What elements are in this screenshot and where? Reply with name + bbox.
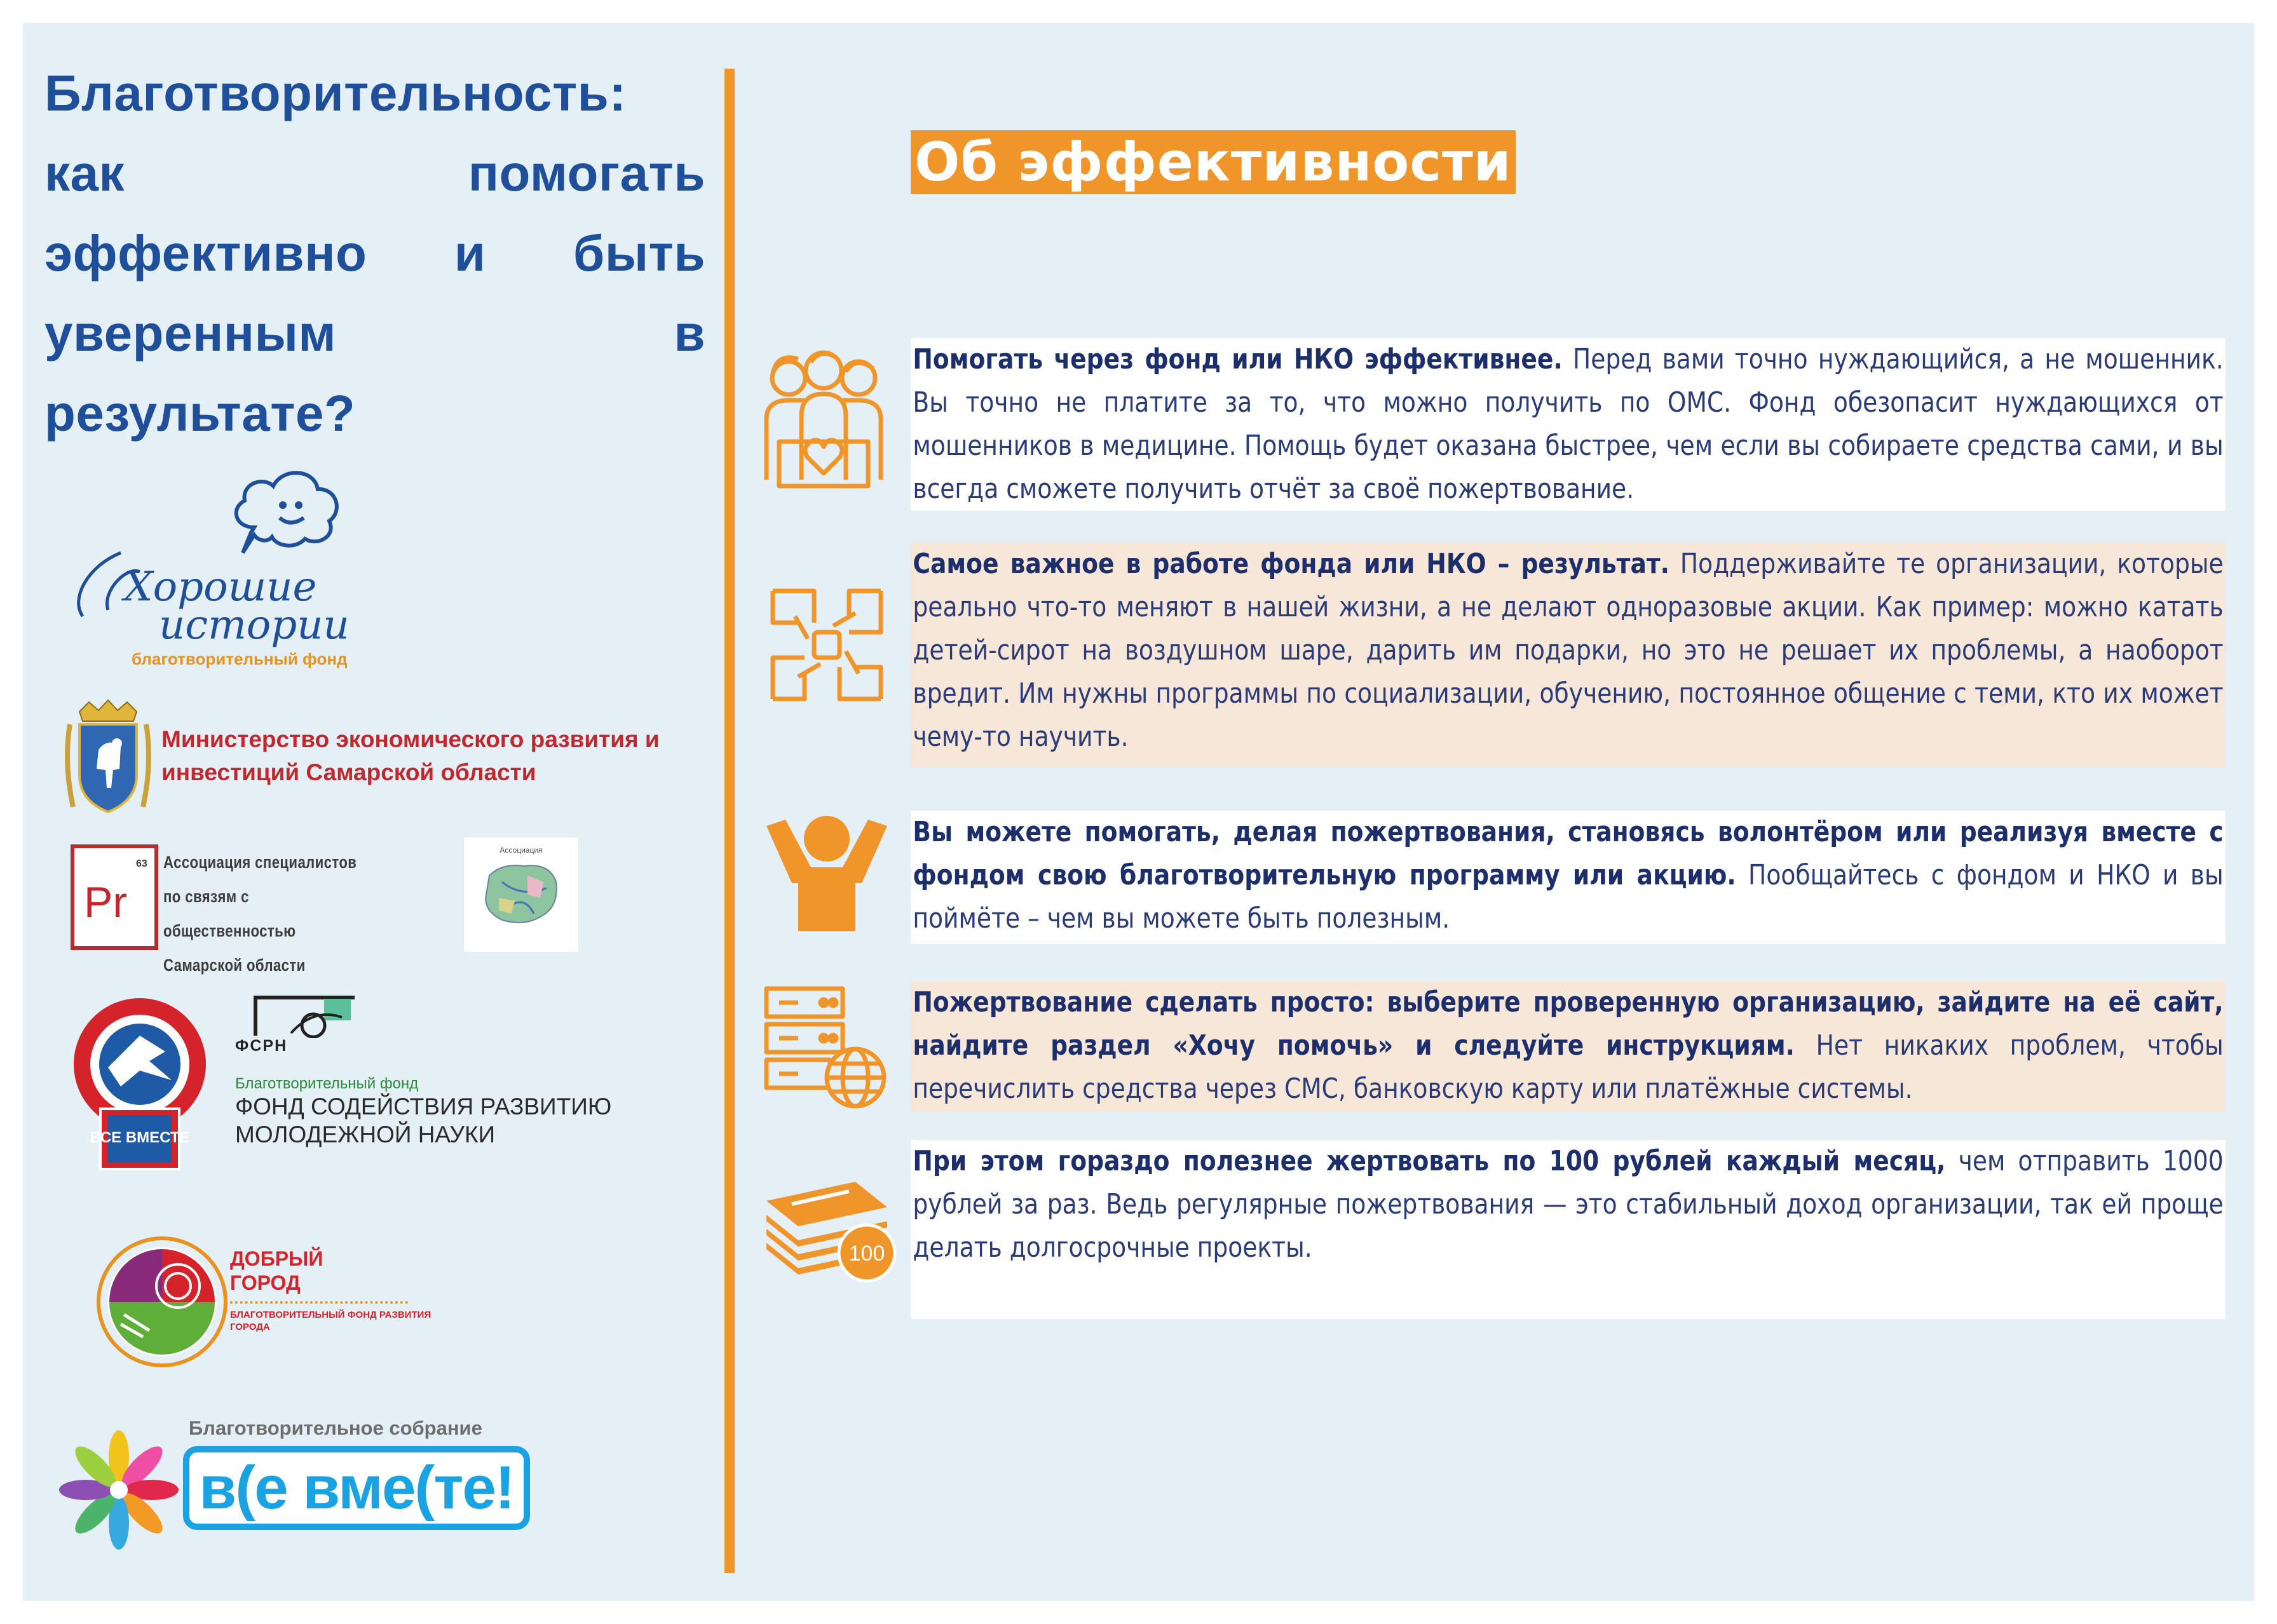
horoshie-caption: благотворительный фонд	[132, 649, 348, 668]
flower-petals-icon	[58, 1430, 179, 1550]
column-divider	[724, 69, 735, 1573]
dobry-gorod-divider	[230, 1301, 408, 1304]
dobry-gorod-sub: БЛАГОТВОРИТЕЛЬНЫЙ ФОНД РАЗВИТИЯ ГОРОДА	[230, 1309, 432, 1332]
item-1-lead: Помогать через фонд или НКО эффективнее.	[913, 343, 1563, 376]
volunteer-icon	[760, 813, 894, 937]
effectiveness-item-3	[911, 811, 2226, 944]
pr-mark: Pr	[84, 878, 127, 926]
samara-coat-of-arms-icon	[64, 699, 153, 816]
item-3-text: Пообщайтесь с фондом и НКО и вы поймёте – чем вы можете быть полезным.	[913, 859, 2224, 935]
item-5-lead: При этом гораздо полезнее жертвовать по 100 рублей каждый месяц,	[913, 1145, 1946, 1177]
effectiveness-item-5	[911, 1140, 2226, 1319]
server-globe-icon	[760, 982, 887, 1113]
joined-hands-icon	[760, 578, 894, 715]
pr-sup: 63	[136, 858, 147, 869]
item-3-lead: Вы можете помогать, делая пожертвования, становясь волонтёром или реализуя вместе с фондом свою благотворительную программу или акцию.	[913, 816, 2224, 891]
pr-association-logo	[70, 844, 159, 951]
people-with-heart-icon	[760, 346, 887, 496]
dobry-gorod-logo	[95, 1235, 229, 1369]
fsrn-name: ФОНД СОДЕЙСТВИЯ РАЗВИТИЮ МОЛОДЕЖНОЙ НАУКИ	[235, 1093, 612, 1147]
item-2-lead: Самое важное в работе фонда или НКО – результат.	[913, 548, 1669, 580]
horoshie-istorii-logo	[64, 457, 394, 648]
map-caption: Ассоциация	[500, 846, 543, 855]
fsrn-sub: Благотворительный фонд	[235, 1075, 419, 1092]
vse-vmeste-badge-text: ВСЕ ВМЕСТЕ	[90, 1129, 190, 1146]
effectiveness-item-4	[911, 981, 2226, 1112]
effectiveness-item-1	[911, 338, 2226, 511]
vse-vmeste-badge-logo	[70, 991, 210, 1175]
pr-association-line: Ассоциация специалистов	[163, 853, 357, 872]
page-title: Благотворительность: как помогать эффективно и быть уверенным в результате?	[44, 65, 705, 442]
dobry-gorod-name: ДОБРЫЙ ГОРОД	[230, 1247, 323, 1294]
money-badge-value: 100	[848, 1242, 885, 1266]
item-5-text: чем отправить 1000 рублей за раз. Ведь регулярные пожертвования — это стабильный доход организации, так ей проще делать долгосрочные проекты.	[913, 1145, 2224, 1264]
pr-association-line: по связям с общественностью	[163, 887, 296, 940]
blag-sobranie-wordmark: в(е вме(те!	[199, 1454, 514, 1522]
item-1-text: Перед вами точно нуждающийся, а не мошенник. Вы точно не платите за то, что можно получить по ОМС. Фонд обезопасит нуждающихся от мошенников в медицине. Помощь будет оказана быстрее, чем если вы собираете средства сами, и вы всегда сможете получить отчёт за своё пожертвование.	[913, 343, 2224, 505]
pr-association-line: Самарской области	[163, 956, 306, 975]
horoshie-line1: Хорошие	[124, 564, 317, 611]
fsrn-logo	[253, 995, 355, 1038]
pr-association-name	[163, 845, 382, 982]
blag-sobranie-label: Благотворительное собрание	[189, 1417, 482, 1439]
municipal-map-logo	[464, 837, 578, 952]
money-stack-icon	[760, 1175, 900, 1293]
ministry-name: Министерство экономического развития и инвестиций Самарской области	[161, 726, 660, 785]
item-4-lead: Пожертвование сделать просто: выберите проверенную организацию, зайдите на её сайт, найдите раздел «Хочу помочь» и следуйте инструкциям.	[913, 986, 2224, 1062]
fsrn-label: ФСРН	[235, 1037, 288, 1055]
horoshie-line2: истории	[159, 602, 350, 648]
effectiveness-item-2	[911, 543, 2226, 768]
item-2-text: Поддерживайте те организации, которые реально что-то меняют в нашей жизни, а не делают одноразовые акции. Как пример: можно катать детей-сирот на воздушном шаре, дарить им подарки, но это не решает их проблемы, а наоборот вредит. Им нужны программы по социализации, обучению, постоянное общение с теми, кто их может чему-то научить.	[913, 548, 2224, 753]
section-title: Об эффективности	[911, 130, 1516, 194]
item-4-text: Нет никаких проблем, чтобы перечислить средства через СМС, банковскую карту или платёжные системы.	[913, 1029, 2224, 1105]
